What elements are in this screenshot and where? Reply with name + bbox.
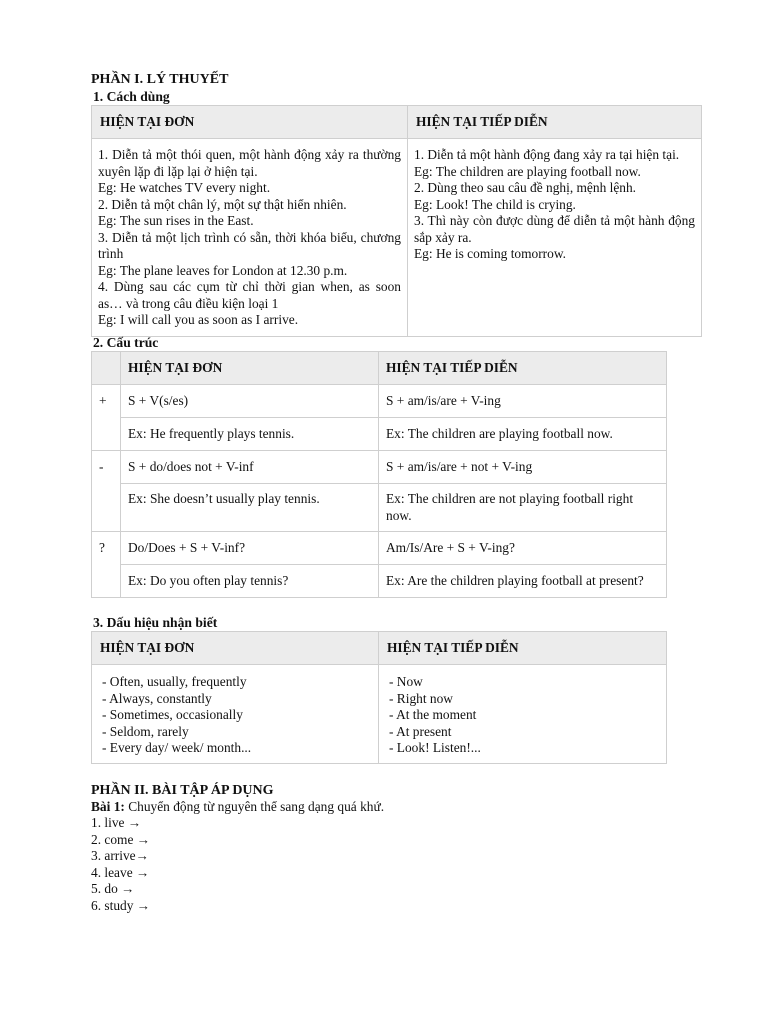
signs-table [91, 631, 667, 764]
structure-row-question [92, 532, 667, 565]
example-simple: Ex: Do you often play tennis? [121, 565, 379, 598]
structure-row-negative [92, 451, 667, 484]
usage-table [91, 105, 702, 337]
exercise-item: 6. study → [91, 897, 151, 913]
exercise-item: 4. leave → [91, 864, 150, 880]
formula-continuous: S + am/is/are + not + V-ing [379, 451, 667, 484]
exercise-item: 3. arrive→ [91, 848, 150, 863]
structure-header-continuous: HIỆN TẠI TIẾP DIỄN [379, 352, 667, 385]
usage-simple-line: Eg: He watches TV every night. [98, 180, 271, 195]
sign-affirmative: + [92, 385, 121, 451]
usage-simple-line: Eg: The plane leaves for London at 12.30 p.m. [98, 262, 348, 278]
exercise-item: 5. do → [91, 881, 135, 896]
formula-simple: Do/Does + S + V-inf? [121, 532, 379, 565]
section2-title: 2. Cấu trúc [93, 335, 159, 350]
signs-header-simple: HIỆN TẠI ĐƠN [92, 632, 379, 665]
exercise1-instruction-line [91, 799, 384, 815]
usage-continuous-line: 1. Diễn tả một hành động đang xảy ra tại hiện tại. [414, 147, 680, 162]
signs-simple-line: - Often, usually, frequently [102, 674, 247, 689]
usage-header-continuous: HIỆN TẠI TIẾP DIỄN [408, 106, 702, 139]
signs-continuous-line: - At present [389, 723, 452, 739]
usage-continuous-line: Eg: The children are playing football now. [414, 163, 641, 179]
exercise1-label: Bài 1: [91, 799, 125, 814]
exercise-item: 1. live → [91, 815, 142, 830]
signs-continuous-line: - Now [389, 674, 423, 689]
formula-continuous: Am/Is/Are + S + V-ing? [379, 532, 667, 565]
structure-header-simple: HIỆN TẠI ĐƠN [121, 352, 379, 385]
usage-simple-line: 1. Diễn tả một thói quen, một hành động xảy ra thường xuyên lặp đi lặp lại ở hiện tại. [98, 147, 401, 179]
structure-row-question-example [92, 565, 667, 598]
usage-continuous-line: 2. Dùng theo sau câu đề nghị, mệnh lệnh. [414, 180, 637, 195]
usage-continuous-line: Eg: Look! The child is crying. [414, 196, 576, 212]
signs-body-row [92, 665, 667, 764]
example-continuous: Ex: The children are not playing football right now. [379, 484, 667, 532]
usage-continuous-line: Eg: He is coming tomorrow. [414, 246, 566, 261]
signs-continuous-line: - At the moment [389, 707, 477, 722]
usage-header-row [92, 106, 702, 139]
part1-title: PHẦN I. LÝ THUYẾT [91, 72, 229, 87]
example-simple: Ex: He frequently plays tennis. [121, 418, 379, 451]
formula-simple: S + V(s/es) [121, 385, 379, 418]
signs-continuous-line: - Look! Listen!... [389, 740, 481, 755]
example-continuous: Ex: The children are playing football now. [379, 418, 667, 451]
signs-simple-line: - Always, constantly [102, 690, 212, 706]
usage-continuous-line: 3. Thì này còn được dùng để diễn tả một hành động sắp xảy ra. [414, 213, 695, 245]
exercise1-list [91, 815, 150, 914]
usage-simple-cell [92, 139, 408, 337]
structure-header-row [92, 352, 667, 385]
structure-row-negative-example [92, 484, 667, 532]
usage-simple-line: 3. Diễn tả một lịch trình có sẵn, thời khóa biểu, chương trình [98, 229, 401, 261]
formula-simple: S + do/does not + V-inf [121, 451, 379, 484]
signs-simple-line: - Sometimes, occasionally [102, 707, 243, 722]
exercise1-instruction: Chuyển động từ nguyên thể sang dạng quá khứ. [124, 799, 385, 814]
signs-header-row [92, 632, 667, 665]
usage-simple-line: 2. Diễn tả một chân lý, một sự thật hiển nhiên. [98, 196, 347, 212]
structure-row-affirmative [92, 385, 667, 418]
usage-simple-line: Eg: I will call you as soon as I arrive. [98, 312, 299, 327]
usage-body-row [92, 139, 702, 337]
signs-simple-line: - Seldom, rarely [102, 723, 189, 739]
section3-title: 3. Dấu hiệu nhận biết [93, 615, 218, 630]
sign-question: ? [92, 532, 121, 598]
signs-continuous-line: - Right now [389, 690, 453, 706]
structure-header-blank [92, 352, 121, 385]
sign-negative: - [92, 451, 121, 532]
structure-row-affirmative-example [92, 418, 667, 451]
signs-continuous-cell [379, 665, 667, 764]
signs-simple-line: - Every day/ week/ month... [102, 740, 252, 755]
example-continuous: Ex: Are the children playing football at present? [379, 565, 667, 598]
usage-header-simple: HIỆN TẠI ĐƠN [92, 106, 408, 139]
usage-continuous-cell [408, 139, 702, 337]
usage-simple-line: Eg: The sun rises in the East. [98, 213, 254, 228]
part2-title: PHẦN II. BÀI TẬP ÁP DỤNG [91, 783, 274, 798]
usage-simple-line: 4. Dùng sau các cụm từ chỉ thời gian when, as soon as… và trong câu điều kiện loại 1 [98, 279, 401, 311]
structure-table [91, 351, 667, 598]
formula-continuous: S + am/is/are + V-ing [379, 385, 667, 418]
example-simple: Ex: She doesn’t usually play tennis. [121, 484, 379, 532]
section1-title: 1. Cách dùng [93, 89, 170, 104]
exercise-item: 2. come → [91, 831, 151, 847]
signs-simple-cell [92, 665, 379, 764]
signs-header-continuous: HIỆN TẠI TIẾP DIỄN [379, 632, 667, 665]
